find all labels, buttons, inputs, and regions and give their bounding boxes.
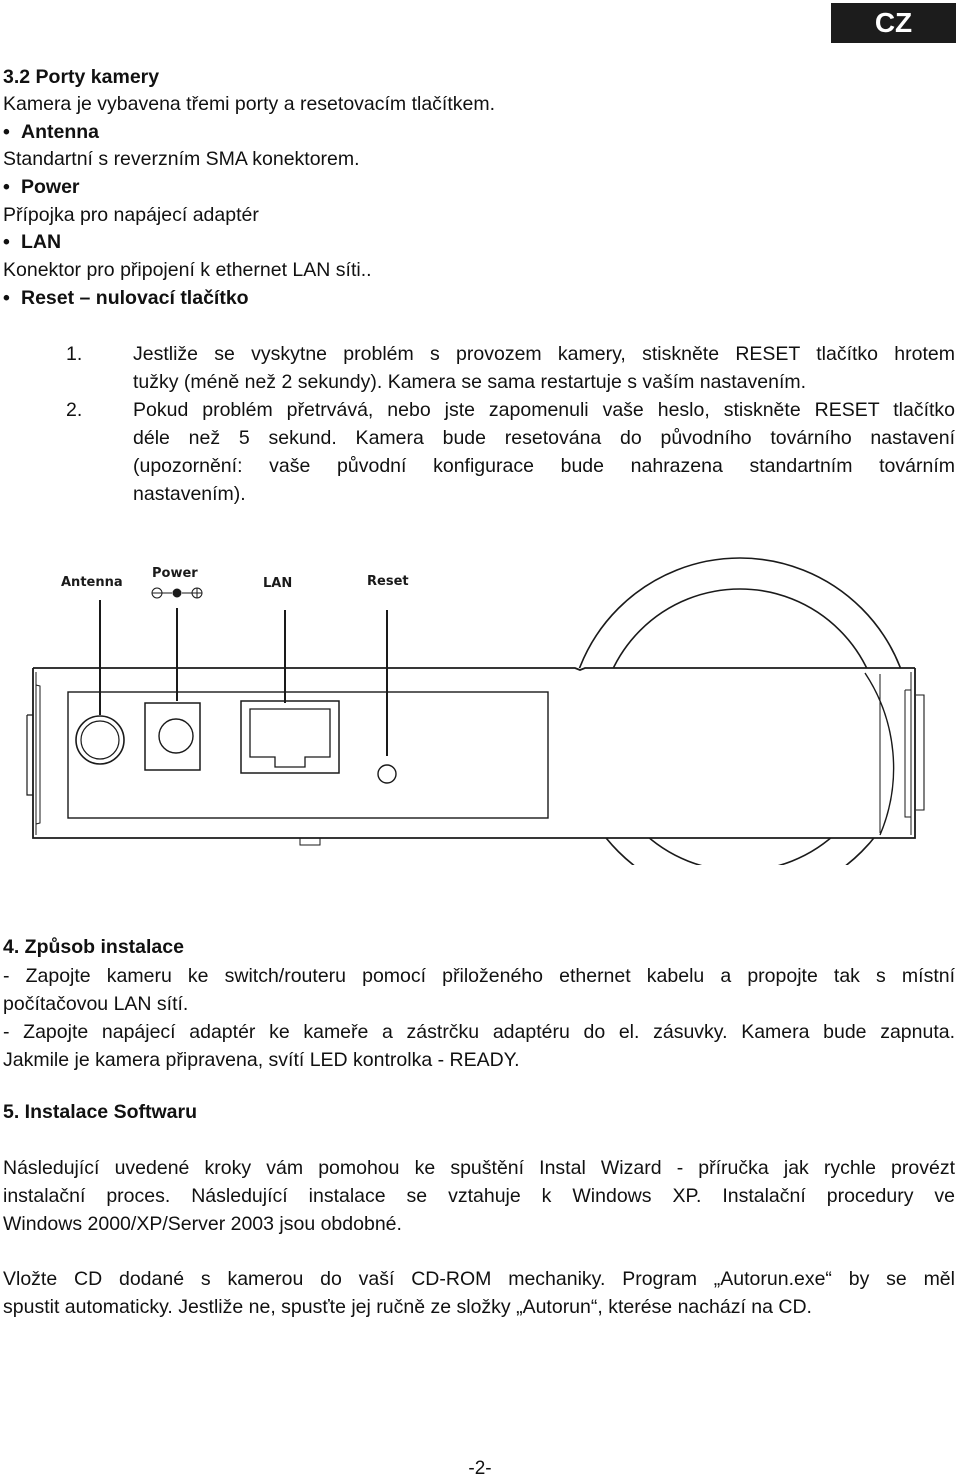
step-2-line-1: Pokud problém přetrvává, nebo jste zapomenuli vaše heslo, stiskněte RESET tlačítko	[133, 399, 955, 421]
software-paragraph-1	[3, 1154, 955, 1238]
software-line: spustit automaticky. Jestliže ne, spusťte jej ručně ze složky „Autorun“, kterése nachází na CD.	[3, 1296, 812, 1318]
step-2-line-3: (upozornění: vaše původní konfigurace bude nahrazena standartním továrním	[133, 455, 955, 477]
port-desc-lan: Konektor pro připojení k ethernet LAN síti..	[3, 259, 372, 281]
camera-housing	[27, 668, 924, 845]
section-heading-software: 5. Instalace Softwaru	[3, 1101, 197, 1123]
software-line: Následující uvedené kroky vám pomohou ke spuštění Instal Wizard - příručka jak rychle provézt	[3, 1157, 955, 1179]
port-title: Antenna	[21, 121, 99, 143]
step-2-line-2: déle než 5 sekund. Kamera bude resetována do původního továrního nastavení	[133, 427, 955, 449]
install-line: Jakmile je kamera připravena, svítí LED kontrolka - READY.	[3, 1049, 520, 1071]
step-2-line-4: nastavením).	[133, 483, 246, 505]
bullet-icon: •	[3, 121, 10, 143]
bullet-icon: •	[3, 287, 10, 309]
port-item-reset	[3, 285, 249, 312]
port-item-power	[3, 174, 80, 201]
software-paragraph-2	[3, 1265, 955, 1321]
label-lan: LAN	[263, 576, 293, 591]
port-item-lan	[3, 229, 61, 256]
port-title: Power	[21, 176, 80, 198]
page-number: -2-	[468, 1458, 492, 1479]
label-power: Power	[152, 566, 198, 581]
label-reset: Reset	[367, 574, 409, 589]
step-number: 1.	[66, 343, 83, 365]
ports-intro: Kamera je vybavena třemi porty a resetovacím tlačítkem.	[3, 93, 496, 115]
software-line: Vložte CD dodané s kamerou do vaší CD-ROM mechaniky. Program „Autorun.exe“ by se měl	[3, 1268, 955, 1290]
install-line: - Zapojte napájecí adaptér ke kameře a zástrčku adaptéru do el. zásuvky. Kamera bude zapnuta.	[3, 1021, 955, 1043]
port-title: Reset – nulovací tlačítko	[21, 287, 249, 309]
software-line: Windows 2000/XP/Server 2003 jsou obdobné.	[3, 1213, 402, 1235]
bullet-icon: •	[3, 231, 10, 253]
port-desc-antenna: Standartní s reverzním SMA konektorem.	[3, 148, 360, 170]
port-item-antenna	[3, 119, 99, 146]
section-heading-install: 4. Způsob instalace	[3, 936, 184, 958]
port-desc-power: Přípojka pro napájecí adaptér	[3, 204, 259, 226]
software-line: instalační proces. Následující instalace se vztahuje k Windows XP. Instalační procedury ve	[3, 1185, 955, 1207]
step-number: 2.	[66, 399, 83, 421]
install-line: počítačovou LAN sítí.	[3, 993, 189, 1015]
section-heading-ports: 3.2 Porty kamery	[3, 66, 160, 88]
label-antenna: Antenna	[61, 575, 123, 590]
step-1-line-2: tužky (méně než 2 sekundy). Kamera se sama restartuje s vaším nastavením.	[133, 371, 807, 393]
step-1-line-1: Jestliže se vyskytne problém s provozem kamery, stiskněte RESET tlačítko hrotem	[133, 343, 955, 365]
camera-ports-diagram	[0, 555, 960, 865]
install-instructions	[3, 962, 955, 1074]
language-badge: CZ	[831, 3, 956, 43]
port-title: LAN	[21, 231, 62, 253]
bullet-icon: •	[3, 176, 10, 198]
polarity-symbol	[152, 588, 202, 598]
install-line: - Zapojte kameru ke switch/routeru pomocí přiloženého ethernet kabelu a propojte tak s místní	[3, 965, 955, 987]
